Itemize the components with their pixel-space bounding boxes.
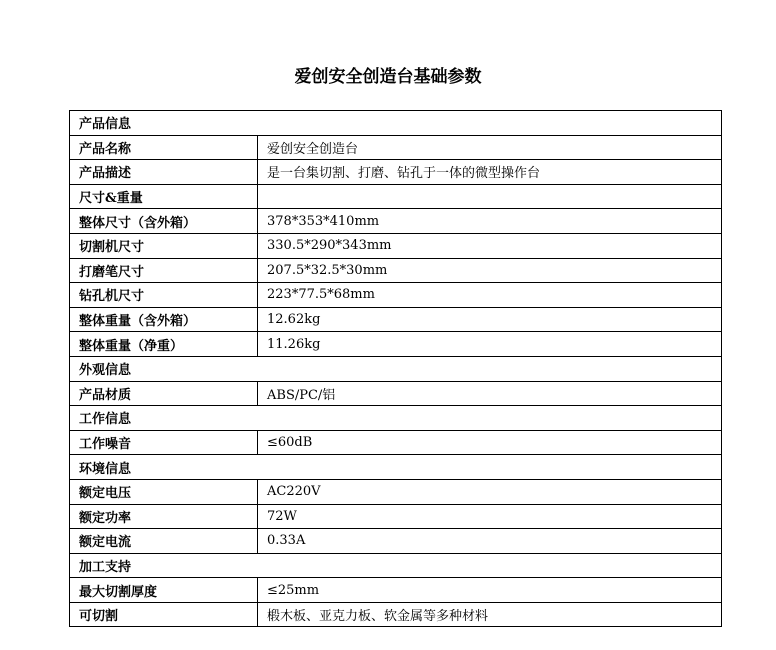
table-row <box>70 307 722 332</box>
table-row <box>70 381 722 406</box>
table-row <box>70 479 722 504</box>
table-row <box>70 430 722 455</box>
section-title: 产品信息 <box>70 111 722 136</box>
table-row <box>70 332 722 357</box>
param-label: 最大切割厚度 <box>70 578 258 603</box>
param-label: 额定功率 <box>70 504 258 529</box>
table-row <box>70 283 722 308</box>
param-value: AC220V <box>258 479 722 504</box>
table-row <box>70 602 722 627</box>
param-label: 打磨笔尺寸 <box>70 258 258 283</box>
param-value <box>258 184 722 209</box>
param-value: 椴木板、亚克力板、软金属等多种材料 <box>258 602 722 627</box>
param-value: ABS/PC/铝 <box>258 381 722 406</box>
section-title: 环境信息 <box>70 455 722 480</box>
table-row <box>70 233 722 258</box>
param-label: 整体尺寸（含外箱） <box>70 209 258 234</box>
param-value: 11.26kg <box>258 332 722 357</box>
section-header-row <box>70 406 722 431</box>
param-value: 223*77.5*68mm <box>258 283 722 308</box>
param-value: ≤25mm <box>258 578 722 603</box>
table-row <box>70 529 722 554</box>
param-label: 工作噪音 <box>70 430 258 455</box>
section-title: 工作信息 <box>70 406 722 431</box>
section-title: 加工支持 <box>70 553 722 578</box>
section-header-row <box>70 111 722 136</box>
table-row <box>70 209 722 234</box>
section-header-row <box>70 553 722 578</box>
param-value: 330.5*290*343mm <box>258 233 722 258</box>
param-value: 378*353*410mm <box>258 209 722 234</box>
param-label: 产品描述 <box>70 160 258 185</box>
table-row <box>70 184 722 209</box>
spec-table <box>69 110 722 627</box>
param-label: 产品材质 <box>70 381 258 406</box>
param-label: 可切割 <box>70 602 258 627</box>
table-row <box>70 135 722 160</box>
param-label: 尺寸&重量 <box>70 184 258 209</box>
param-value: 0.33A <box>258 529 722 554</box>
table-row <box>70 160 722 185</box>
param-label: 整体重量（净重） <box>70 332 258 357</box>
param-value: ≤60dB <box>258 430 722 455</box>
param-label: 整体重量（含外箱） <box>70 307 258 332</box>
param-label: 额定电流 <box>70 529 258 554</box>
section-header-row <box>70 356 722 381</box>
table-row <box>70 578 722 603</box>
spec-table-body <box>70 111 722 627</box>
document-title: 爱创安全创造台基础参数 <box>294 67 482 87</box>
param-label: 钻孔机尺寸 <box>70 283 258 308</box>
param-value: 72W <box>258 504 722 529</box>
param-value: 12.62kg <box>258 307 722 332</box>
param-value: 207.5*32.5*30mm <box>258 258 722 283</box>
param-label: 额定电压 <box>70 479 258 504</box>
section-header-row <box>70 455 722 480</box>
param-value: 爱创安全创造台 <box>258 135 722 160</box>
param-label: 产品名称 <box>70 135 258 160</box>
table-row <box>70 504 722 529</box>
param-value: 是一台集切割、打磨、钻孔于一体的微型操作台 <box>258 160 722 185</box>
param-label: 切割机尺寸 <box>70 233 258 258</box>
section-title: 外观信息 <box>70 356 722 381</box>
table-row <box>70 258 722 283</box>
